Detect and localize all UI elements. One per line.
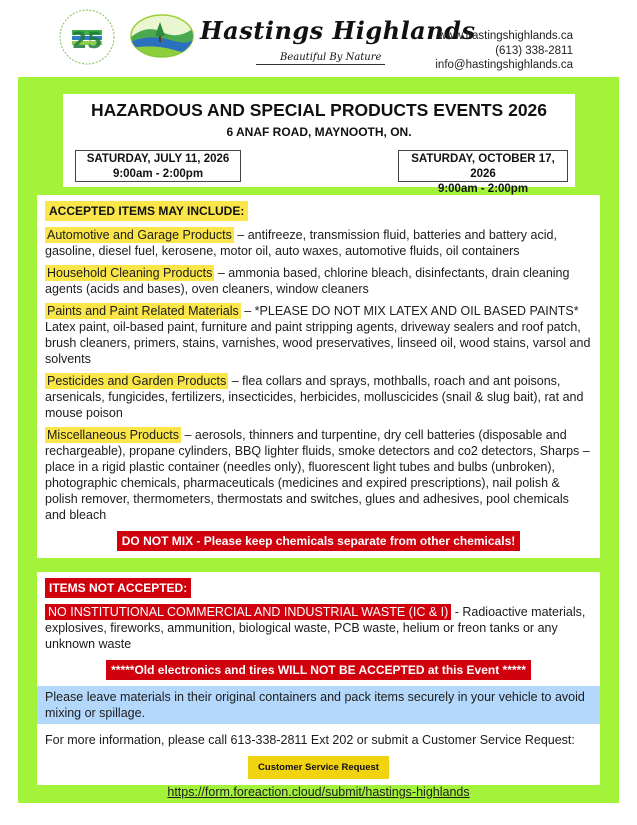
event-time: 9:00am - 2:00pm	[112, 168, 204, 180]
event-address: 6 ANAF ROAD, MAYNOOTH, ON.	[226, 125, 412, 139]
anniversary-25-logo-icon	[58, 8, 116, 66]
accepted-category-pesticides	[45, 373, 592, 421]
event-date-july	[75, 150, 241, 182]
category-details: – *PLEASE DO NOT MIX LATEX AND OIL BASED PAINTS* Latex paint, oil-based paint, furniture and paint stripping agents, driveway sealers and roof patch, brush cleaners, primers, stains, varnishes, wood preservatives, linseed oil, wood stains, varsol and solvents	[45, 304, 591, 366]
category-details: – aerosols, thinners and turpentine, dry cell batteries (disposable and rechargeable), propane cylinders, BBQ lighter fluids, smoke detectors and co2 detectors, Sharps – place in a rigid plastic container (needles only), fluorescent light tubes and bulbs (unbroken), photographic chemicals, pharmaceuticals (medicines and expired prescriptions), nail polish & polish remover, thermometers, thermostats and switches, glues and adhesives, pool chemicals and bleach	[45, 428, 590, 522]
accepted-category-paints	[45, 303, 592, 367]
event-title: HAZARDOUS AND SPECIAL PRODUCTS EVENTS 2026	[90, 100, 548, 120]
category-name: Miscellaneous Products	[47, 428, 180, 442]
customer-service-request-link[interactable]: https://form.foreaction.cloud/submit/hastings-highlands	[167, 785, 470, 799]
not-accepted-ici	[45, 604, 592, 652]
packing-notice: Please leave materials in their original containers and pack items securely in your vehicle to avoid mixing or spillage.	[37, 686, 600, 724]
event-date: SATURDAY, OCTOBER 17, 2026	[411, 153, 555, 180]
electronics-tires-text: *****Old electronics and tires WILL NOT BE ACCEPTED at this Event *****	[106, 660, 531, 680]
accepted-category-automotive	[45, 227, 592, 259]
brand-name: Hastings Highlands	[200, 16, 476, 45]
category-details: – ammonia based, chlorine bleach, disinfectants, drain cleaning agents (acids and bases), oven cleaners, window cleaners	[45, 266, 570, 296]
do-not-mix-text: DO NOT MIX - Please keep chemicals separate from other chemicals!	[117, 531, 521, 551]
event-date-october	[398, 150, 568, 195]
not-accepted-heading: ITEMS NOT ACCEPTED:	[45, 578, 191, 598]
page-header	[0, 0, 637, 77]
category-details: – antifreeze, transmission fluid, batteries and battery acid, gasoline, diesel fuel, kerosene, motor oil, auto waxes, automotive fluids, oil containers	[45, 228, 557, 258]
landscape-logo-icon	[130, 14, 194, 58]
svg-text:25: 25	[71, 29, 103, 54]
do-not-mix-banner	[45, 531, 592, 551]
contact-email[interactable]: info@hastingshighlands.ca	[435, 59, 573, 71]
contact-info	[435, 29, 573, 73]
customer-service-request-button[interactable]: Customer Service Request	[248, 756, 389, 779]
contact-phone: (613) 338-2811	[495, 44, 573, 57]
not-accepted-section	[37, 572, 600, 799]
event-time: 9:00am - 2:00pm	[437, 183, 529, 195]
category-name: Paints and Paint Related Materials	[47, 304, 239, 318]
csr-button-wrap	[45, 756, 592, 779]
ici-details: - Radioactive materials, explosives, fireworks, ammunition, biological waste, PCB waste, helium or freon tanks or any unknown waste	[45, 605, 586, 651]
more-info-text: For more information, please call 613-338-2811 Ext 202 or submit a Customer Service Request:	[45, 733, 575, 747]
accepted-category-household	[45, 265, 592, 297]
ici-label: NO INSTITUTIONAL COMMERCIAL AND INDUSTRIAL WASTE (IC & I)	[45, 604, 451, 620]
category-name: Household Cleaning Products	[47, 266, 213, 280]
category-name: Pesticides and Garden Products	[47, 374, 227, 388]
accepted-heading: ACCEPTED ITEMS MAY INCLUDE:	[45, 201, 248, 221]
category-name: Automotive and Garage Products	[47, 228, 232, 242]
event-title-box	[63, 94, 575, 195]
electronics-tires-banner	[45, 660, 592, 680]
contact-website[interactable]: www.hastingshighlands.ca	[438, 30, 573, 42]
csr-link-wrap	[45, 783, 592, 801]
brand-tagline: Beautiful By Nature	[256, 52, 385, 65]
accepted-category-miscellaneous	[45, 427, 592, 523]
event-date: SATURDAY, JULY 11, 2026	[86, 153, 230, 165]
category-details: – flea collars and sprays, mothballs, roach and ant poisons, arsenicals, fungicides, fertilizers, insecticides, herbicides, molluscicides (snail & slug bait), rat and mouse poison	[45, 374, 584, 420]
accepted-items-section	[37, 195, 600, 558]
